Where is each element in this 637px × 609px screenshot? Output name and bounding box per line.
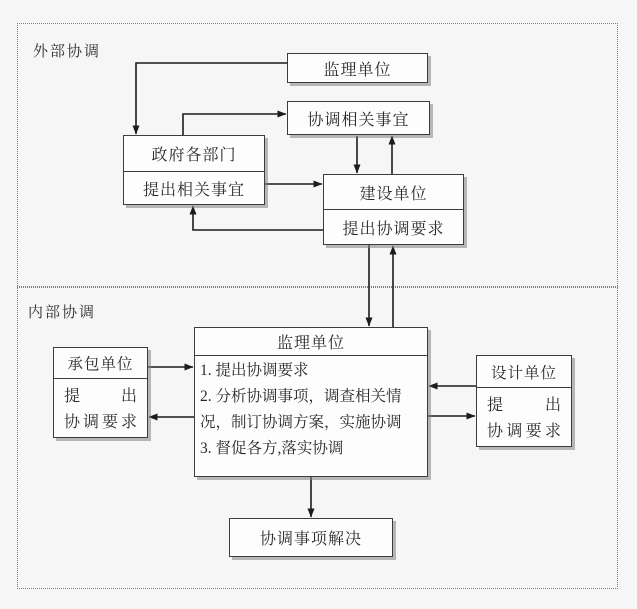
design-unit-body	[477, 388, 571, 446]
internal-section-label: 内部协调	[28, 305, 97, 321]
supervision-unit-center-header: 监理单位	[195, 328, 427, 356]
contractor-body-line-2: 协调要求	[64, 414, 137, 431]
design-body-line-1: 提出	[487, 397, 561, 414]
external-section-label: 外部协调	[33, 44, 102, 60]
construction-unit-body: 提出协调要求	[342, 220, 445, 238]
construction-unit-box	[323, 174, 464, 245]
coordinate-matters-label: 协调相关事宜	[307, 111, 410, 129]
government-departments-header: 政府各部门	[124, 136, 264, 172]
resolution-box	[229, 518, 393, 557]
supervision-unit-center-box	[194, 327, 428, 477]
contractor-body-line-1: 提出	[64, 388, 137, 405]
task-item-1: 1. 提出协调要求	[200, 362, 309, 379]
resolution-label: 协调事项解决	[259, 531, 362, 548]
contractor-unit-body	[54, 379, 147, 437]
coordinate-matters-box	[287, 101, 430, 135]
design-body-line-2: 协调要求	[487, 423, 561, 440]
government-departments-body: 提出相关事宜	[142, 181, 245, 199]
supervision-unit-center-tasks	[195, 356, 427, 476]
government-departments-box	[123, 135, 265, 205]
task-item-2: 2. 分析协调事项，调查相关情况，制订协调方案，实施协调	[200, 388, 402, 431]
task-item-3: 3. 督促各方,落实协调	[200, 440, 344, 457]
design-unit-box	[476, 355, 572, 447]
construction-unit-header: 建设单位	[324, 175, 463, 210]
supervision-unit-top-box	[287, 53, 428, 83]
contractor-unit-header: 承包单位	[54, 348, 147, 379]
supervision-unit-top-label: 监理单位	[323, 61, 392, 79]
contractor-unit-box	[53, 347, 148, 438]
design-unit-header: 设计单位	[477, 356, 571, 388]
